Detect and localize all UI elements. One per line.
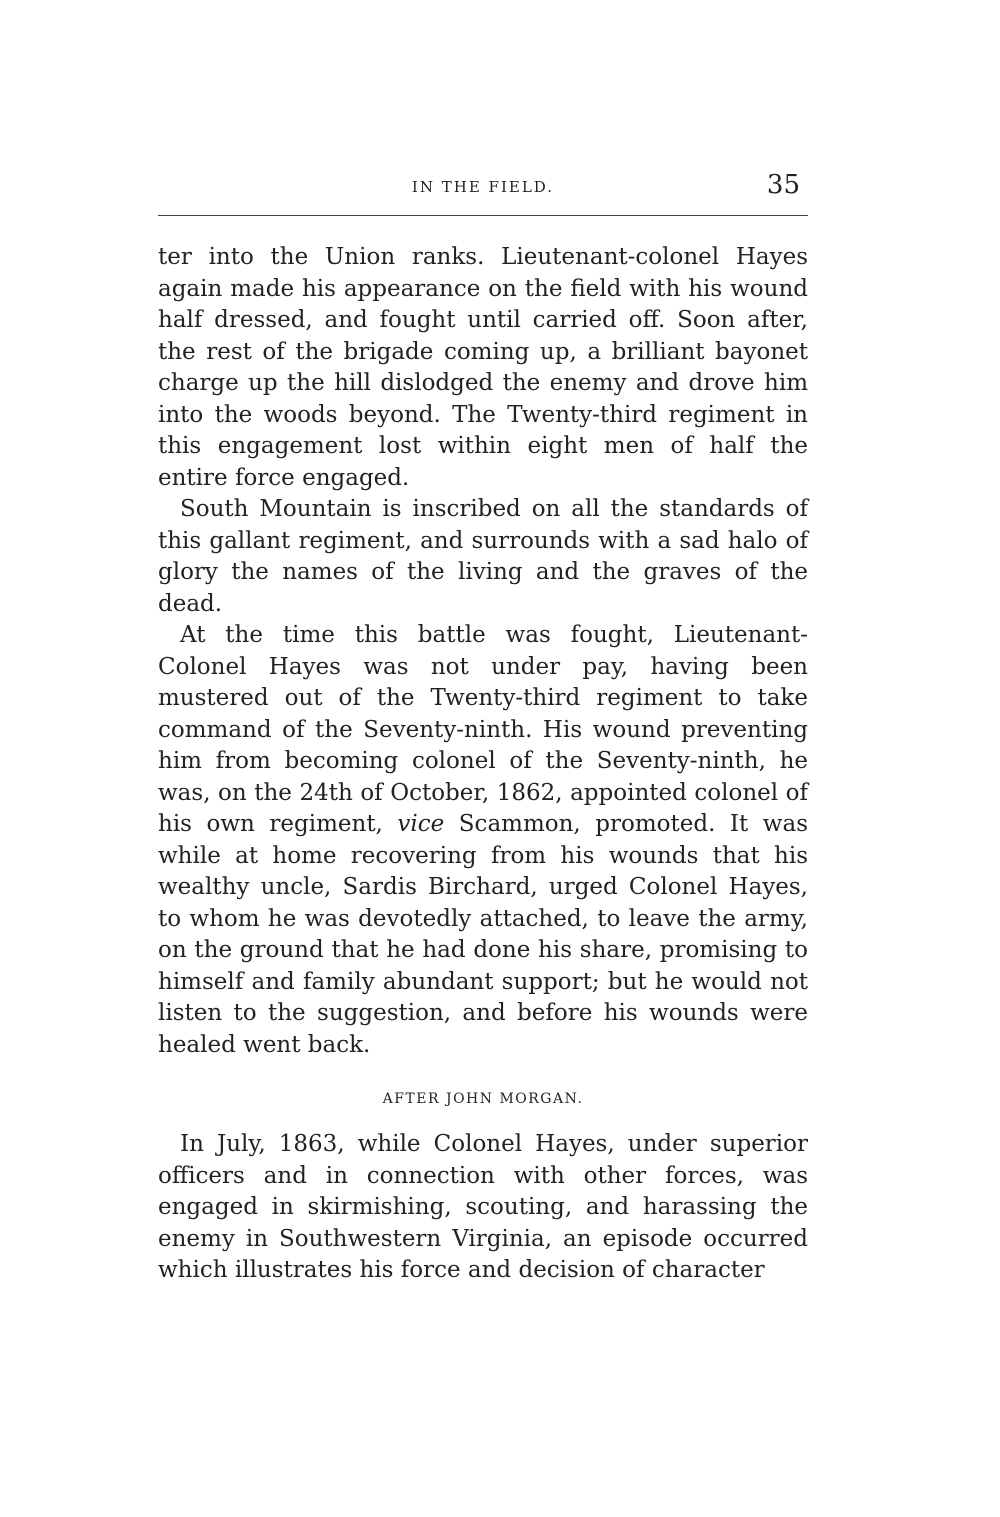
running-title: IN THE FIELD. xyxy=(411,178,555,196)
running-header xyxy=(158,170,808,210)
paragraph-after-john-morgan: In July, 1863, while Colonel Hayes, under superior officers and in connection with other forces, was engaged in skirmishing, scouting, and harassing the enemy in Southwestern Virginia, an episode occurred which illustrates his force and decision of character xyxy=(158,1131,808,1283)
italic-vice: vice xyxy=(397,811,445,837)
body-text xyxy=(158,242,808,1287)
paragraph-appointment xyxy=(158,620,808,1061)
header-rule xyxy=(158,215,808,216)
book-page xyxy=(158,170,809,1283)
paragraph-appointment-part-1: At the time this battle was fought, Lieutenant-Colonel Hayes was not under pay, having been mustered out of the Twenty-third regiment to take command of the Seventy-ninth. His wound preventing him from becoming colonel of the Seventy-ninth, he was, on the 24th of October, 1862, appointed colonel of his own regiment, xyxy=(158,622,808,837)
paragraph-appointment-part-2: Scammon, promoted. It was while at home recovering from his wounds that his wealthy uncle, Sardis Birchard, urged Colonel Hayes, to whom he was devotedly attached, to leave the army, on the ground that he had done his share, promising to himself and family abundant support; but he would not listen to the suggestion, and before his wounds were healed went back. xyxy=(158,811,809,1058)
section-heading: AFTER JOHN MORGAN. xyxy=(382,1091,584,1107)
page-number: 35 xyxy=(766,170,800,200)
paragraph-continuation: ter into the Union ranks. Lieutenant-colonel Hayes again made his appearance on the field with his wound half dressed, and fought until carried off. Soon after, the rest of the brigade coming up, a brilliant bayonet charge up the hill dislodged the enemy and drove him into the woods beyond. The Twenty-third regiment in this engagement lost within eight men of half the entire force engaged. xyxy=(158,244,808,491)
paragraph-south-mountain: South Mountain is inscribed on all the standards of this gallant regiment, and surrounds with a sad halo of glory the names of the living and the graves of the dead. xyxy=(158,496,808,617)
